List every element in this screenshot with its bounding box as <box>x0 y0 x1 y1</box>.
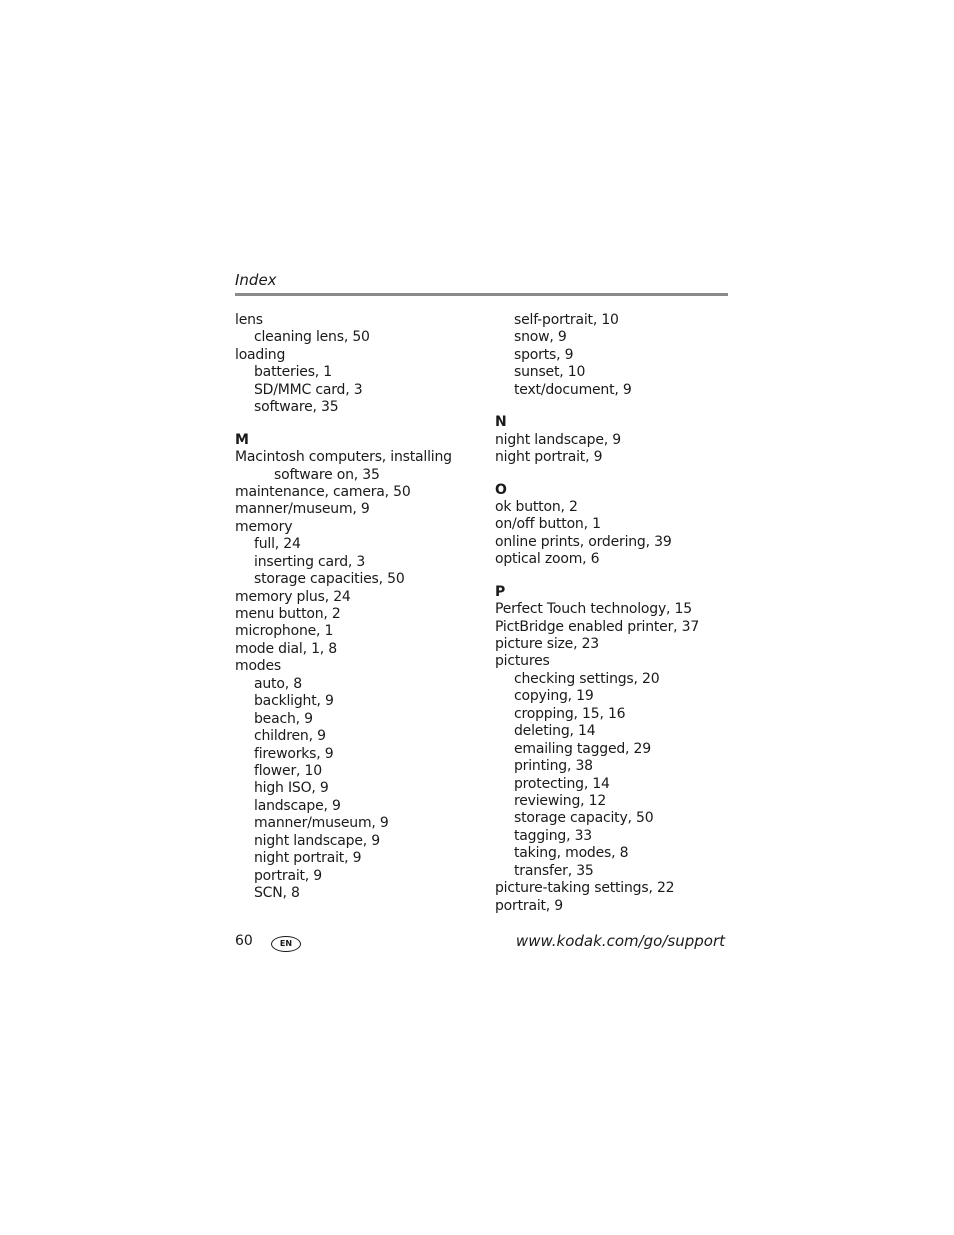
index-subentry: transfer, 35 <box>514 862 594 879</box>
index-column-left <box>235 312 485 902</box>
index-entry: night portrait, 9 <box>495 449 603 466</box>
index-subentry: copying, 19 <box>514 688 594 705</box>
index-subentry: children, 9 <box>254 728 326 745</box>
index-subentry: software on, 35 <box>274 466 380 483</box>
index-subentry: printing, 38 <box>514 758 593 775</box>
index-subentry: night landscape, 9 <box>254 832 380 849</box>
page-number: 60 <box>235 933 253 949</box>
language-badge-icon: EN <box>271 936 301 952</box>
index-entry: online prints, ordering, 39 <box>495 533 672 550</box>
index-subentry: cleaning lens, 50 <box>254 329 370 346</box>
index-entry: microphone, 1 <box>235 623 334 640</box>
index-entry: maintenance, camera, 50 <box>235 483 411 500</box>
index-entry: loading <box>235 346 286 363</box>
index-entry: Perfect Touch technology, 15 <box>495 601 692 618</box>
index-entry: optical zoom, 6 <box>495 551 600 568</box>
index-section-letter: O <box>495 481 507 498</box>
index-subentry: protecting, 14 <box>514 775 610 792</box>
index-subentry: auto, 8 <box>254 675 302 692</box>
index-subentry: sunset, 10 <box>514 364 586 381</box>
index-subentry: full, 24 <box>254 536 301 553</box>
index-entry: menu button, 2 <box>235 606 341 622</box>
section-gap <box>495 399 735 414</box>
index-subentry: sports, 9 <box>514 346 574 363</box>
index-subentry: storage capacities, 50 <box>254 571 405 588</box>
index-subentry: beach, 9 <box>254 710 313 727</box>
index-entry: Macintosh computers, installing <box>235 449 452 466</box>
index-entry: portrait, 9 <box>495 897 564 914</box>
index-section-letter: M <box>235 431 249 448</box>
index-entry: memory <box>235 518 293 535</box>
index-subentry: reviewing, 12 <box>514 792 607 809</box>
index-section-letter: P <box>495 583 506 600</box>
index-subentry: taking, modes, 8 <box>514 845 629 862</box>
section-gap <box>235 417 485 432</box>
index-subentry: cropping, 15, 16 <box>514 705 626 722</box>
index-subentry: tagging, 33 <box>514 827 593 844</box>
index-subentry: snow, 9 <box>514 329 567 346</box>
index-subentry: SCN, 8 <box>254 885 300 901</box>
index-entry: modes <box>235 658 281 675</box>
section-gap <box>495 569 735 584</box>
header-divider <box>235 293 728 296</box>
index-subentry: manner/museum, 9 <box>254 815 389 832</box>
index-subentry: flower, 10 <box>254 762 322 779</box>
index-subentry: high ISO, 9 <box>254 780 329 797</box>
index-subentry: text/document, 9 <box>514 381 632 398</box>
index-subentry: software, 35 <box>254 399 339 416</box>
section-gap <box>495 467 735 482</box>
index-entry: manner/museum, 9 <box>235 501 370 518</box>
index-subentry: night portrait, 9 <box>254 850 362 867</box>
page-header-title: Index <box>235 271 277 289</box>
index-entry: mode dial, 1, 8 <box>235 640 338 657</box>
index-entry: lens <box>235 312 263 328</box>
index-subentry: self-portrait, 10 <box>514 312 619 328</box>
index-column-right <box>495 312 735 915</box>
index-subentry: inserting card, 3 <box>254 553 366 570</box>
index-entry: night landscape, 9 <box>495 431 621 448</box>
index-subentry: landscape, 9 <box>254 797 341 814</box>
index-entry: PictBridge enabled printer, 37 <box>495 618 700 635</box>
index-entry: on/off button, 1 <box>495 516 601 533</box>
index-subentry: batteries, 1 <box>254 364 333 381</box>
index-subentry: storage capacity, 50 <box>514 810 654 827</box>
index-entry: memory plus, 24 <box>235 588 351 605</box>
index-entry: ok button, 2 <box>495 498 578 515</box>
support-url: www.kodak.com/go/support <box>515 932 725 950</box>
index-subentry: emailing tagged, 29 <box>514 740 651 757</box>
index-subentry: backlight, 9 <box>254 693 334 710</box>
index-section-letter: N <box>495 414 507 431</box>
index-subentry: SD/MMC card, 3 <box>254 381 363 398</box>
index-subentry: checking settings, 20 <box>514 670 660 687</box>
index-entry: pictures <box>495 653 550 670</box>
index-subentry: deleting, 14 <box>514 723 596 740</box>
index-entry: picture size, 23 <box>495 636 600 652</box>
index-subentry: portrait, 9 <box>254 867 323 884</box>
index-subentry: fireworks, 9 <box>254 745 334 762</box>
index-entry: picture-taking settings, 22 <box>495 880 675 897</box>
